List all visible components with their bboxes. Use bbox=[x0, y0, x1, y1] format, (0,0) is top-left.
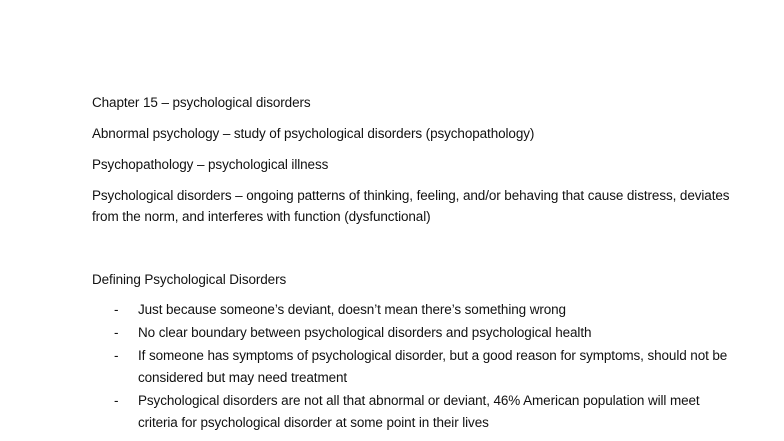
bullet-dash: - bbox=[114, 393, 119, 408]
bullet-list bbox=[92, 299, 732, 434]
document-body bbox=[92, 92, 732, 435]
bullet-dash: - bbox=[114, 325, 119, 340]
definition-psychopathology: Psychopathology – psychological illness bbox=[92, 157, 329, 172]
definition-psychological-disorders: Psychological disorders – ongoing patterns of thinking, feeling, and/or behaving that cause distress, deviates from the norm, and interferes with function (dysfunctional) bbox=[92, 188, 730, 224]
chapter-title: Chapter 15 – psychological disorders bbox=[92, 95, 311, 110]
list-item-text: No clear boundary between psychological disorders and psychological health bbox=[138, 325, 592, 340]
blank-line bbox=[92, 237, 732, 269]
list-item bbox=[92, 322, 732, 344]
definition-abnormal-psychology: Abnormal psychology – study of psychological disorders (psychopathology) bbox=[92, 126, 535, 141]
list-item-text: Just because someone’s deviant, doesn’t mean there’s something wrong bbox=[138, 302, 566, 317]
list-item bbox=[92, 345, 732, 389]
list-item bbox=[92, 299, 732, 321]
section-heading: Defining Psychological Disorders bbox=[92, 272, 287, 287]
bullet-dash: - bbox=[114, 302, 119, 317]
list-item bbox=[92, 390, 732, 434]
list-item-text: If someone has symptoms of psychological disorder, but a good reason for symptoms, should not be considered but may need treatment bbox=[138, 348, 728, 385]
bullet-dash: - bbox=[114, 348, 119, 363]
list-item-text: Psychological disorders are not all that abnormal or deviant, 46% American population will meet criteria for psychological disorder at some point in their lives bbox=[138, 393, 700, 430]
